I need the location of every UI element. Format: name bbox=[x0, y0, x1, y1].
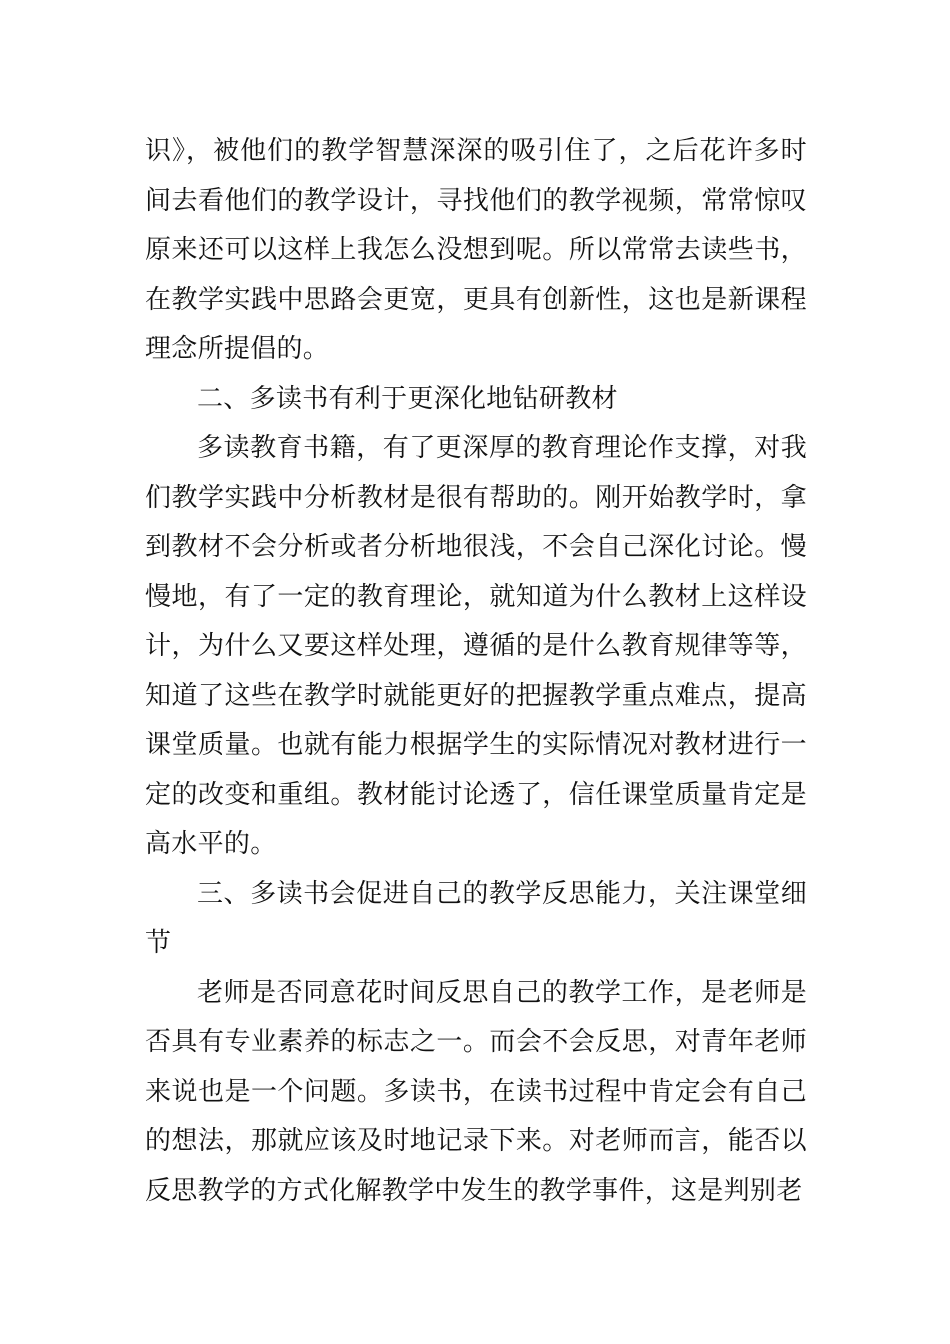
section-heading-2: 二、多读书有利于更深化地钻研教材 bbox=[197, 383, 618, 414]
paragraph-teaching-reflection: 老师是否同意花时间反思自己的教学工作，是老师是否具有专业素养的标志之一。而会不会反思，对青年老师来说也是一个问题。多读书，在读书过程中肯定会有自己的想法，那就应该及时地记录下来。对老师而言，能否以反思教学的方式化解教学中发生的教学事件，这是判别老 bbox=[145, 977, 807, 1206]
section-heading-3: 三、多读书会促进自己的教学反思能力，关注课堂细节 bbox=[145, 878, 807, 958]
paragraph-continuation: 识》，被他们的教学智慧深深的吸引住了，之后花许多时间去看他们的教学设计，寻找他们的教学视频，常常惊叹原来还可以这样上我怎么没想到呢。所以常常去读些书，在教学实践中思路会更宽，更具有创新性，这也是新课程理念所提倡的。 bbox=[145, 136, 807, 364]
document-body bbox=[145, 127, 807, 1216]
paragraph-textbook-study: 多读教育书籍，有了更深厚的教育理论作支撑，对我们教学实践中分析教材是很有帮助的。刚开始教学时，拿到教材不会分析或者分析地很浅，不会自己深化讨论。慢慢地，有了一定的教育理论，就知道为什么教材上这样设计，为什么又要这样处理，遵循的是什么教育规律等等，知道了这些在教学时就能更好的把握教学重点难点，提高课堂质量。也就有能力根据学生的实际情况对教材进行一定的改变和重组。教材能讨论透了，信任课堂质量肯定是高水平的。 bbox=[145, 433, 807, 859]
